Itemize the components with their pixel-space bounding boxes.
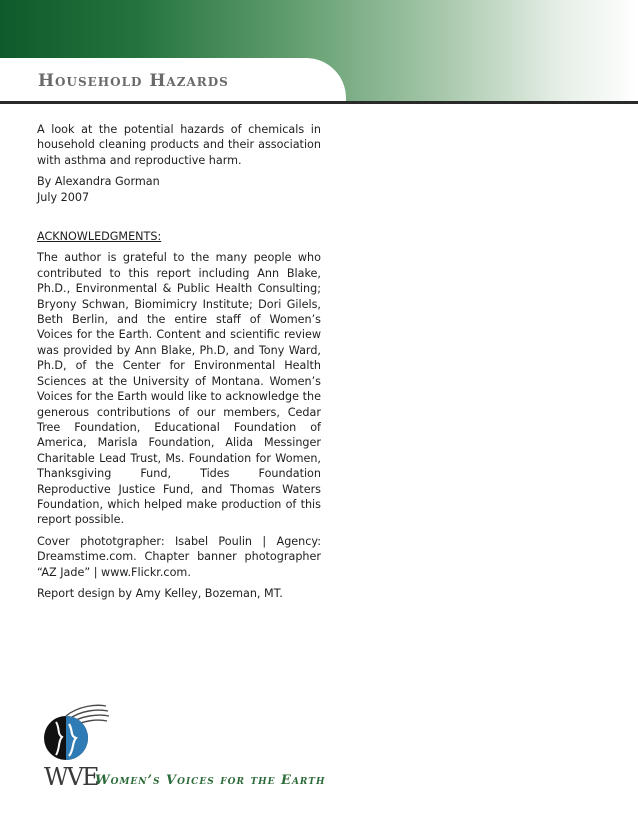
- wve-monogram: WVE: [44, 763, 98, 791]
- acknowledgments-heading: ACKNOWLEDGMENTS:: [37, 230, 162, 244]
- page-title: Household Hazards: [38, 71, 229, 91]
- acknowledgments-body: The author is grateful to the many people who contributed to this report including Ann Blake, Ph.D., Environmental & Public Health Consulting; Bryony Schwan, Biomimicry Institute; Dori Gilels, Beth Berlin, and the entire staff of Women’s Voices for the Earth. Content and scientific review was provided by Ann Blake, Ph.D, and Tony Ward, Ph.D, of the Center for Environmental Health Sciences at the University of Montana. Women’s Voices for the Earth would like to acknowledge the generous contributions of our members, Cedar Tree Foundation, Educational Foundation of America, Marisla Foundation, Alida Messinger Charitable Lead Trust, Ms. Foundation for Women, Thanksgiving Fund, Tides Foundation Reproductive Justice Fund, and Thomas Waters Foundation, which helped make production of this report possible.: [37, 251, 321, 527]
- author: By Alexandra Gorman: [37, 175, 160, 189]
- design-credit: Report design by Amy Kelley, Bozeman, MT.: [37, 586, 283, 600]
- report-summary: A look at the potential hazards of chemicals in household cleaning products and their association with asthma and reproductive harm.: [37, 123, 321, 167]
- header-rule: [0, 101, 638, 104]
- publication-date: July 2007: [37, 190, 90, 204]
- report-body: [37, 122, 321, 607]
- photo-credits: Cover phototgrapher: Isabel Poulin | Agency: Dreamstime.com. Chapter banner photographer “AZ Jade” | www.Flickr.com.: [37, 534, 321, 579]
- organization-name: Women’s Voices for the Earth: [95, 773, 326, 788]
- wve-logo-icon: [36, 700, 112, 762]
- byline: [37, 174, 321, 205]
